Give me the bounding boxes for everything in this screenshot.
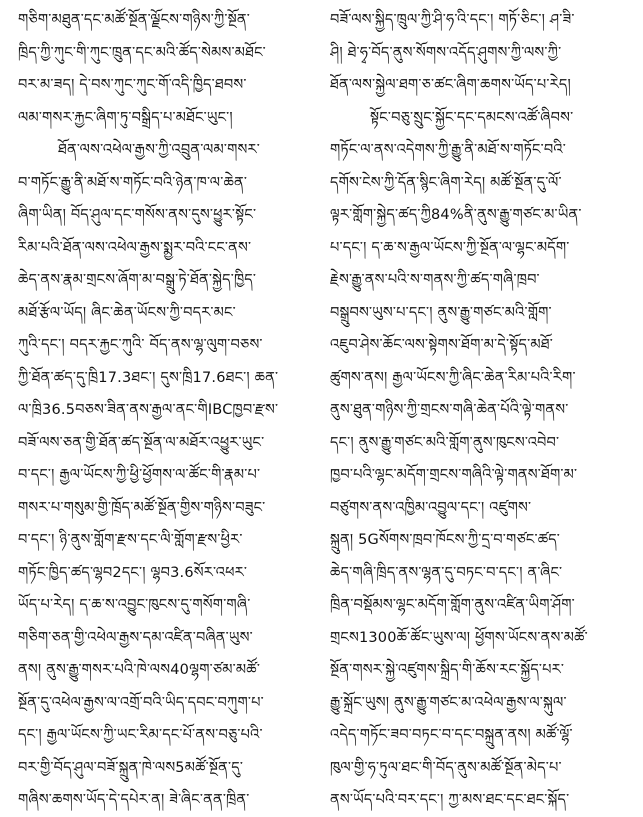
text-line: གཏོང་ཁྱིད་ཚད་ལྷབ2དང་། ལྷབ3.6སོར་འཕར་ — [18, 564, 248, 581]
text-line: གྲངས1300ཆོ་ཚོང་ཡུས་ལ། ཕྱོགས་ཡོངས་ནས་མཚོ་ — [330, 629, 588, 646]
text-line: དང་། ནུས་རྒྱུ་གཙང་མའི་གློག་ནུས་ཁུངས་འབེབ་ — [330, 434, 560, 451]
text-line: བསྒྲུབས་ཡུས་པ་དང་། ནུས་རྒྱུ་གཙང་མའི་གློག་ — [330, 304, 552, 321]
text-line: ལམ་གསར་རྐྱང་ཞིག་ཏུ་བསྒྲིད་པ་མཐོང་ཡུང་། — [18, 109, 233, 126]
text-line: ཀུའི་དང་། བདར་རྐྱང་ཀུའི་ བོད་ནས་ལྷ་ལུག་བཅས་ — [18, 337, 263, 353]
text-line: ཆེད་ནས་རྣམ་གྲངས་ཞོག་མ་བསྒྲུ་ཏེ་ཐོན་སྐྱེད་ཁྱིད་ — [18, 272, 257, 288]
text-line: གཅིག་ཅན་གྱི་འཕེལ་རྒྱས་དམ་འཛིན་བཞིན་ཡུས་ — [18, 629, 253, 646]
text-line: ནུས་ཐུན་གཉིས་ཀྱི་གྲངས་གཞི་ཆེན་པོའི་ལྟེ་གནས་ — [330, 402, 569, 418]
text-line: བཟོ་ལས་ཅན་གྱི་ཐོན་ཚད་སྔོན་ལ་མཐོར་འཕྱུར་ཡུང་ — [18, 434, 265, 451]
text-line: དང་། རྒྱལ་ཡོངས་ཀྱི་ཡང་རིམ་དང་པོ་ནས་བཅུ་པའི་ — [18, 727, 263, 743]
text-line: ཁྱབ་པའི་ལྷང་མདོག་གྲངས་གཞིའི་ལྟེ་གནས་ཐོག་མ་ — [330, 467, 578, 483]
text-line: ལ་ཁྲི36.5བཅས་ཟིན་ནས་རྒྱལ་ནང་གིIBCཁྱབ་རྫས་ — [18, 402, 279, 418]
text-line: ཁྲིད་ཀྱི་ཀུང་གི་ཀུང་ཁྲུན་དང་མའི་ཚོད་སེམས་མཐོང་ — [18, 44, 266, 61]
text-line: བཟོ་ལས་སྐྱིད་ཁྲུལ་ཀྱི་ཤི་ཧ་འི་དང་། གཏོ་ཅིང་། ཤ་ཟི་ — [330, 12, 575, 28]
text-line: བ་དང་། རྒྱལ་ཡོངས་ཀྱི་ཕྱི་ཕྱོགས་ལ་ཚོང་གི་རྣམ་པ་ — [18, 467, 261, 483]
text-line: གཅིག་མཐུན་དང་མཚོ་སྔོན་ལྗོངས་གཉིས་ཀྱི་སྔོན་ — [18, 12, 251, 28]
text-line: ཁུལ་གྱི་ཧ་ཏུལ་ཐང་གི་བོད་ནུས་མཚོ་སྔོན་མེད་པ་ — [330, 759, 562, 776]
right-column — [330, 4, 630, 817]
text-line: ཚུགས་ནས། རྒྱལ་ཡོངས་ཀྱི་ཞིང་ཆེན་རིམ་པའི་རིག་ — [330, 369, 576, 386]
text-line: ཐོན་ལས་སྐྱེལ་ཐག་ཅ་ཚང་ཞིག་ཆགས་ཡོད་པ་རེད། — [330, 77, 571, 93]
text-line: བཙུགས་ནས་འཁྱིམ་འབྱུལ་དང་། འཛུགས་ — [330, 499, 532, 516]
text-line: བར་གྱི་བོད་ཤུལ་བཟོ་སྐྲུན་ཁེ་ལས5མཚོ་སྔོན་དུ་ — [18, 759, 244, 776]
text-line: སྔོན་དུ་འཕེལ་རྒྱས་ལ་འགྲོ་བའི་ཡིད་དབང་བཀུག་པ་ — [18, 694, 264, 711]
text-line: པ་དང་། ད་ཆ་ས་རྒྱལ་ཡོངས་ཀྱི་སྔོན་ལ་ལྷང་མདོག་ — [330, 239, 570, 256]
text-line: ཀྱི་ཐོན་ཚད་དུ་ཁྲི17.3ཐང་། དུས་ཁྲི17.6ཐང་། ཆན་ — [18, 369, 279, 386]
text-line: ཆེད་གཞི་ཁྲིད་ནས་ལྷན་དུ་བཏང་བ་དང་། ན་ཞིང་ — [330, 564, 563, 581]
text-line: གཞིས་ཆགས་ཡོད་དེ་དཔེར་ན། ཟེ་ཞིང་ནན་ཁྲིན་ — [18, 792, 250, 808]
text-line: ལྟར་གློག་སྐྱེད་ཚད་ཀྱི84%ནི་ནུས་རྒྱུ་གཙང་མ་ཡིན་ — [330, 207, 582, 223]
text-line: འཇུབ་ཤེས་ཆོང་ལས་སྟེགས་ཐོག་མ་དེ་སྟོད་མཐོ་ — [330, 337, 553, 353]
text-line: ནས་ཡོད་པའི་བར་དང་། ཀྱ་མས་ཐང་དང་ཐང་སྐོད་ — [330, 792, 570, 808]
text-line: སྔོན་གསར་སྐྱེ་འཛུགས་སྐྲིད་གི་ཆོས་རང་སྐྱོད་པར་ — [330, 662, 565, 678]
text-line: ཁྲིན་བསྡོམས་ལྷང་མདོག་གློག་ནུས་འཛིན་ཡིག་ཤོག་ — [330, 597, 575, 613]
text-line: དགོས་ངེས་ཀྱི་དོན་སྙིང་ཞིག་རེད། མཚོ་སྔོན་དུ་ལོ་ — [330, 174, 562, 191]
text-line: མཐོ་རྩོལ་ཡོད། ཞིང་ཆེན་ཡོངས་ཀྱི་བདར་མང་ — [18, 304, 236, 321]
text-line: བ་གཏོང་རྒྱུ་ནི་མཐོ་ས་གཏོང་བའི་ཉེན་ཁ་ལ་ཆེན་ — [18, 174, 248, 191]
text-line: རིམ་པའི་ཐོན་ལས་འཕེལ་རྒྱས་སྨྱར་བའི་ངང་ནས་ — [18, 239, 252, 256]
text-line: གཏོང་ལ་ནས་འདེགས་ཀྱི་རྒྱུ་ནི་མཐོ་ས་གཏོང་བའི་ — [330, 142, 566, 158]
text-line: བར་མ་ཟད། དེ་བས་ཀུང་ཀུང་གོ་འདི་ཁྱིད་ཐབས་ — [18, 77, 247, 93]
text-line: སྟོང་བཅུ་སྲུང་སྐྱོང་དང་དམངས་འཚོ་ཞིབས་ — [370, 109, 574, 126]
text-line: རྗེས་རྒྱུ་ནས་པའི་ས་གནས་ཀྱི་ཚད་གཞི་ཁྲབ་ — [330, 272, 540, 288]
left-column — [18, 4, 318, 817]
text-line: ཡོད་པ་རེད། ད་ཆ་ས་འབྱུང་ཁུངས་དུ་གསོག་གཞི་ — [18, 597, 251, 613]
text-line: ཐོན་ལས་འཕེལ་རྒྱས་ཀྱི་འབྲུན་ལམ་གསར་ — [58, 142, 260, 158]
text-line: ཞིག་ཡིན། བོད་ཤུལ་དང་གསོས་ནས་དུས་ཕྱུར་སྟོང་ — [18, 207, 257, 223]
text-line: ནས། ནུས་རྒྱུ་གསར་པའི་ཁེ་ལས40ལྷག་ཙམ་མཚོ་ — [18, 662, 261, 678]
text-line: གསར་པ་གསུམ་གྱི་ཁྲོད་མཚོ་སྔོན་གྱིས་གཉིས་བཟུང་ — [18, 499, 266, 516]
text-line: ཤི། ཐེ་ཧྭ་བོད་ནུས་སོགས་འདོད་ཤུགས་ཀྱི་ལས་ཀྱི་ — [330, 44, 562, 61]
text-line: སྐྲུན། 5Gསོགས་ཁྲབ་ཁོངས་ཀྱི་དྲ་བ་གཙང་ཚད་ — [330, 532, 561, 548]
text-line: རྒྱུ་སྐྲོང་ཡུས། ནུས་རྒྱུ་གཙང་མ་འཕེལ་རྒྱས་ལ་སྐུལ་ — [330, 694, 567, 711]
text-line: བ་དང་། ཉི་ནུས་གློག་རྫས་དང་ལི་གློག་རྫས་ཕྱིར་ — [18, 532, 243, 548]
text-line: འདེད་གཏོང་ཟབ་བཏང་བ་དང་བསྐྲུན་ནས། མཚོ་ལྷོ་ — [330, 727, 573, 743]
